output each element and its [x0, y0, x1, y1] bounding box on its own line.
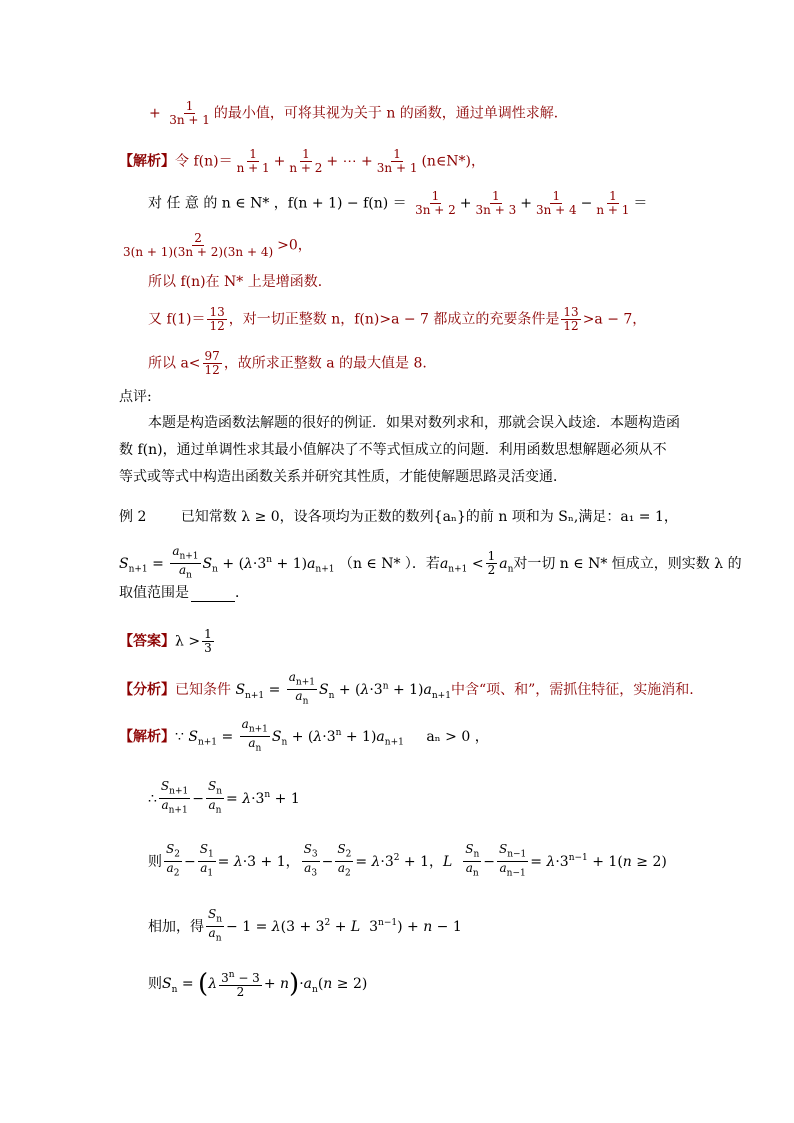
fraction: $\frac{S_n}{a_n}$	[208, 907, 223, 944]
ex1-solution-line-5	[148, 306, 646, 333]
fraction: $\frac{S_{n+1}}{a_{n+1}}$	[160, 779, 189, 816]
ex2-solution-line-3: 则 $\frac{S_2}{a_2}$ − $\frac{S_1}{a_1}$ = λ·3 + 1， $\frac{S_3}{a_3}$ − $\frac{S_2}{a_2}$ = $\lambda\cdot 3^2 + 1$，L $\frac{S_n}{a_n}$ − $\frac{S_{n-1}}{a_{n-1}}$ = $\lambda\cdot 3^{n-1} + 1(n \ge 2)$	[148, 842, 667, 879]
fraction: $\frac{S_{n-1}}{a_{n-1}}$	[498, 842, 527, 879]
ex1-solution-line-3	[119, 232, 312, 259]
fraction: $\frac{1}{n + 1}$	[236, 147, 270, 175]
ex2-answer-line	[119, 628, 216, 655]
analysis-a: 已知条件	[175, 681, 231, 698]
fraction: $\frac{1}{3n + 1}$	[376, 147, 418, 175]
solution-l1-tail: (n∈N*)，	[421, 153, 486, 170]
fraction: $\frac{S_n}{a_n}$	[207, 779, 222, 816]
solution-s2-lead: ∴	[148, 790, 157, 807]
fraction: $\frac{a_{n+1}}{a_n}$	[288, 670, 315, 707]
fraction: $\frac{a_{n+1}}{a_n}$	[172, 544, 199, 581]
question-line-2-tail2: 对一切 n ∈ N* 恒成立，则实数 λ 的	[513, 555, 742, 572]
solution-l5-b: ，对一切正整数 n，f(n)>a − 7 都成立的充要条件是	[228, 311, 560, 328]
fraction: $\frac{1}{3n + 4}$	[535, 189, 577, 217]
solution-s1-tail: aₙ > 0 ，	[426, 728, 489, 745]
ex2-solution-line-4: 相加，得 $\frac{S_n}{a_n}$ − $1 = \lambda(3 + 3^2 + L$ $3^{n-1}) + n - 1$	[148, 907, 462, 944]
comment-body-1: 本题是构造函数法解题的很好的例证．如果对数列求和，那就会误入歧途．本题构造函	[148, 415, 680, 431]
fraction: $\frac{S_1}{a_1}$	[199, 842, 214, 879]
fraction: $\frac{1}{n + 1}$	[596, 189, 630, 217]
fraction: $\frac{1}{3n + 3}$	[475, 189, 517, 217]
question-line-3-end: ．	[235, 585, 249, 601]
fraction: $\frac{S_n}{a_n}$	[465, 842, 480, 879]
fraction: $\frac{1}{3}$	[204, 627, 212, 655]
fraction: $\frac{1}{3n + 2}$	[415, 189, 456, 217]
solution-tag-2: 【解析】	[119, 728, 175, 745]
comment-title: 点评:	[119, 389, 152, 405]
ex1-solution-line-6	[148, 350, 427, 377]
analysis-b: 中含“项、和”，需抓住特征，实施消和.	[450, 681, 694, 698]
solution-s4-lead: 相加，得	[148, 918, 204, 935]
fraction: $\frac{S_2}{a_2}$	[337, 842, 352, 879]
analysis-tag: 【分析】	[119, 681, 175, 698]
fraction: $\frac{1}{2}$	[487, 549, 496, 578]
ex2-question-line-1	[119, 508, 678, 526]
solution-l1-text: 令 f(n)＝	[175, 153, 233, 170]
solution-tag: 【解析】	[119, 153, 175, 170]
ex2-question-line-3	[119, 584, 249, 602]
ex2-question-line-2: $S_{n+1}$ = $\frac{a_{n+1}}{a_n}$ $S_n + (\lambda\cdot 3^n + 1)a_{n+1}$ （n ∈ N* ）．若$a_{n+1}$ < $\frac{1}{2}$ $a_n$对一切 n ∈ N* 恒成立，则实数 λ 的	[119, 544, 742, 581]
solution-s3-lead: 则	[148, 853, 162, 870]
question-line-2-tail: （n ∈ N* ）．若	[338, 555, 440, 572]
analysis-tail-text: 的最小值，可将其视为关于 n 的函数，通过单调性求解．	[213, 105, 568, 122]
fraction: $\frac{S_2}{a_2}$	[166, 842, 180, 879]
ex1-analysis-tail-line: + $\frac{1}{3n + 1}$ 的最小值，可将其视为关于 n 的函数，通过单调性求解．	[149, 99, 568, 127]
solution-s5-lead: 则	[148, 976, 162, 992]
solution-l2-text: 对 任 意 的 n ∈ N* ，f(n + 1) − f(n) ＝	[148, 195, 407, 212]
answer-text: λ >	[175, 633, 201, 650]
fraction: $\frac{97}{12}$	[204, 349, 220, 377]
question-line-1: 已知常数 λ ≥ 0，设各项均为正数的数列{aₙ}的前 n 项和为 Sₙ,满足：a₁ = 1，	[180, 509, 678, 525]
ex1-solution-line-2: 对 任 意 的 n ∈ N* ，f(n + 1) − f(n) ＝ $\frac{1}{3n + 2}$ + $\frac{1}{3n + 3}$ + $\frac{1}{3n + 4}$ − $\frac{1}{n + 1}$ ＝	[148, 189, 648, 217]
fraction: $\frac{1}{n + 2}$	[289, 147, 323, 175]
solution-l6-b: ，故所求正整数 a 的最大值是 8.	[223, 355, 427, 372]
solution-l4-text: 所以 f(n)在 N* 上是增函数．	[148, 274, 332, 290]
fraction: $\frac{S_3}{a_3}$	[303, 842, 318, 879]
ex2-solution-line-1: 【解析】∵ $S_{n+1}$ = $\frac{a_{n+1}}{a_n}$ $S_n + (\lambda\cdot 3^n + 1)a_{n+1}$ aₙ > 0 ，	[119, 717, 489, 754]
ex2-solution-line-2: ∴ $\frac{S_{n+1}}{a_{n+1}}$ − $\frac{S_n}{a_n}$ = $\lambda\cdot 3^n + 1$	[148, 779, 300, 816]
solution-l3-tail: >0，	[277, 237, 312, 254]
fraction: $\frac{1}{3n + 1}$	[169, 99, 210, 127]
fraction: $\frac{2}{3(n + 1)(3n + 2)(3n + 4)}$	[123, 231, 274, 259]
solution-l6-a: 所以 a<	[148, 355, 201, 372]
question-line-3: 取值范围是	[119, 585, 189, 601]
ex2-solution-line-5: 则$S_n = (\lambda$ $\frac{3^n - 3}{2}$ + $n)\cdot a_n(n \ge 2)$	[148, 969, 368, 999]
answer-blank	[191, 587, 235, 602]
example-label: 例 2	[119, 509, 147, 525]
ex1-solution-line-1: 【解析】令 f(n)＝ $\frac{1}{n + 1}$ + $\frac{1}{n + 2}$ + ⋯ + $\frac{1}{3n + 1}$ (n∈N*)，	[119, 147, 486, 175]
solution-l5-a: 又 f(1)＝	[148, 311, 206, 328]
answer-tag: 【答案】	[119, 633, 175, 650]
fraction: $\frac{3^n - 3}{2}$	[221, 970, 260, 999]
fraction: $\frac{a_{n+1}}{a_n}$	[241, 717, 268, 754]
comment-body-2: 数 f(n)，通过单调性求其最小值解决了不等式恒成立的问题．利用函数思想解题必须从不	[119, 442, 667, 458]
comment-body-3: 等式或等式中构造出函数关系并研究其性质，才能使解题思路灵活变通．	[119, 469, 567, 485]
ex2-analysis-line: 【分析】已知条件 $S_{n+1}$ = $\frac{a_{n+1}}{a_n}$ $S_n + (\lambda\cdot 3^n + 1)a_{n+1}$中含“项、和”，需抓住特征，实施消和.	[119, 670, 694, 707]
fraction: $\frac{13}{12}$	[563, 305, 579, 333]
solution-l5-c: >a − 7，	[582, 311, 647, 328]
fraction: $\frac{13}{12}$	[209, 305, 225, 333]
